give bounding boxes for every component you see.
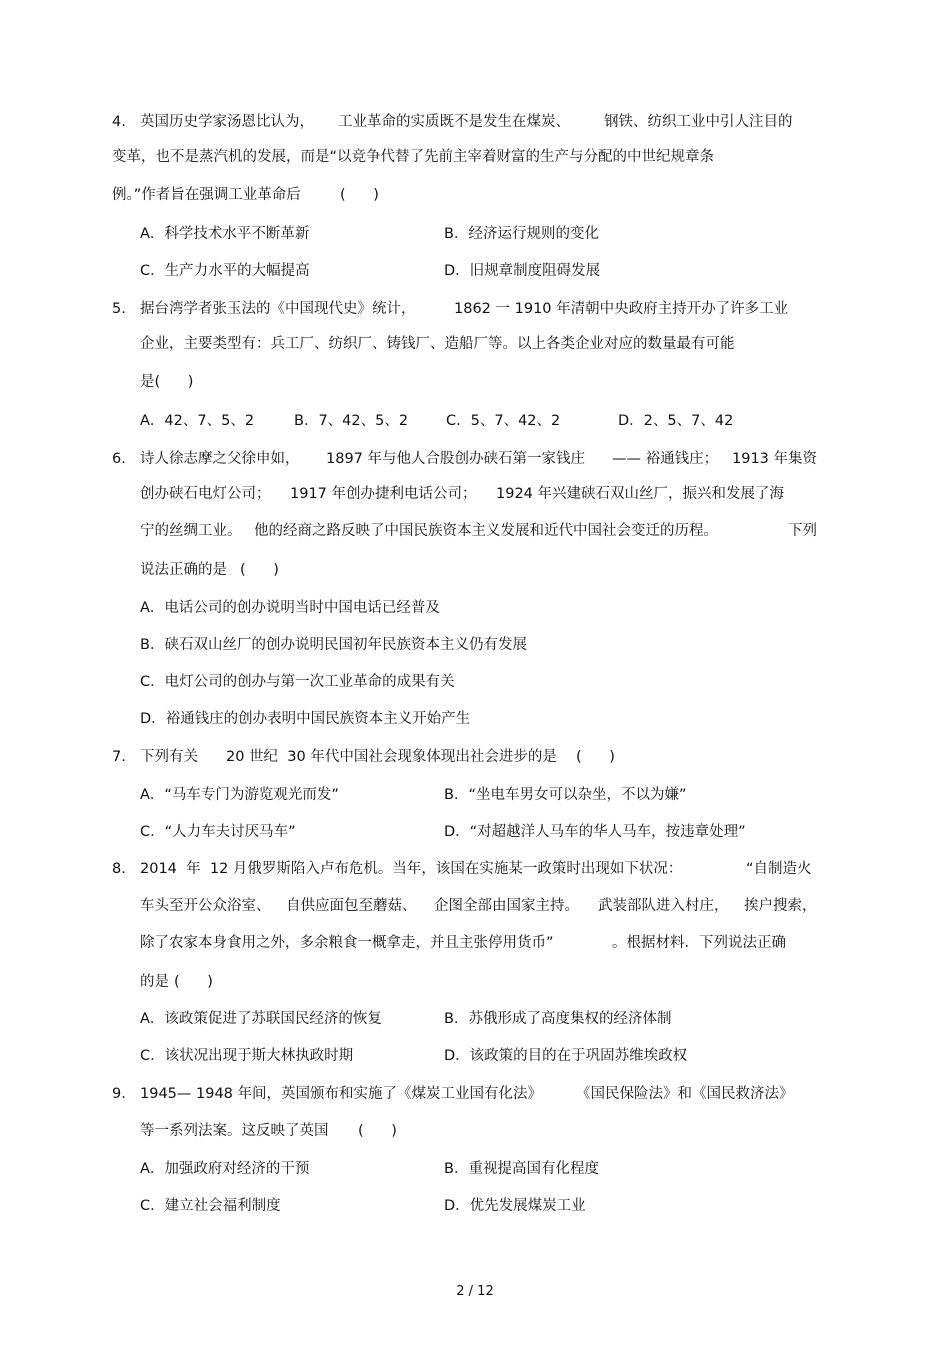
option-d: D．2、5、7、42: [618, 413, 734, 429]
option-b: B．7、42、5、2: [294, 413, 409, 429]
q4-stem-line: [0, 183, 950, 207]
q4-stem-line: [0, 110, 950, 134]
option-d: D．优先发展煤炭工业: [444, 1198, 586, 1214]
option-d: D．裕通钱庄的创办表明中国民族资本主义开始产生: [140, 711, 471, 727]
q5-stem-part: 是( ): [140, 374, 194, 390]
q8-stem-part: 武装部队进入村庄，: [598, 898, 729, 914]
answer-blank: ( ): [174, 974, 213, 990]
option-a: A．电话公司的创办说明当时中国电话已经普及: [140, 600, 440, 616]
q9-stem-line: [0, 1119, 950, 1143]
question-number: 9.: [112, 1086, 126, 1102]
option-a: A．“马车专门为游览观光而发”: [140, 787, 339, 803]
q6-stem-part: 说法正确的是: [140, 562, 227, 578]
option-c: C．5、7、42、2: [446, 413, 561, 429]
q6-stem-part: 下列: [788, 523, 817, 539]
q5-stem-part: 据台湾学者张玉法的《中国现代史》统计，: [140, 301, 416, 317]
q9-stem-part: 1945— 1948 年间，英国颁布和实施了《煤炭工业国有化法》: [140, 1086, 543, 1102]
option-c: C．该状况出现于斯大林执政时期: [140, 1048, 354, 1064]
q9-options-row: [0, 1157, 950, 1181]
q9-stem-part: 《国民保险法》和《国民救济法》: [576, 1086, 794, 1102]
q4-stem-part: 例。”作者旨在强调工业革命后: [112, 187, 301, 203]
option-c: C．电灯公司的创办与第一次工业革命的成果有关: [140, 674, 455, 690]
q8-stem-part: 的是: [140, 974, 169, 990]
q5-stem-part: 1862 一 1910 年清朝中央政府主持开办了许多工业: [454, 301, 789, 317]
q8-stem-part: 除了农家本身食用之外，多余粮食一概拿走，并且主张停用货币”: [140, 935, 554, 951]
q6-stem-part: 1897 年与他人合股创办硖石第一家钱庄: [326, 451, 586, 467]
option-d: D．“对超越洋人马车的华人马车，按违章处理”: [444, 824, 746, 840]
question-number: 7.: [112, 749, 126, 765]
q8-stem-part: 车头至开公众浴室、: [140, 898, 271, 914]
q6-stem-part: 宁的丝绸工业。: [140, 523, 242, 539]
option-c: C．建立社会福利制度: [140, 1198, 281, 1214]
option-b: B．硖石双山丝厂的创办说明民国初年民族资本主义仍有发展: [140, 637, 527, 653]
q8-options-row: [0, 1007, 950, 1031]
option-a: A．科学技术水平不断革新: [140, 226, 310, 242]
q5-stem-line: [0, 297, 950, 321]
option-a: A．加强政府对经济的干预: [140, 1161, 310, 1177]
q6-stem-part: 他的经商之路反映了中国民族资本主义发展和近代中国社会变迁的历程。: [254, 523, 718, 539]
q6-option-row: [0, 670, 950, 694]
option-d: D．旧规章制度阻碍发展: [444, 263, 601, 279]
q8-stem-part: 挨户搜索，: [744, 898, 817, 914]
q6-stem-line: [0, 482, 950, 506]
q4-stem-line: [0, 145, 950, 169]
q6-stem-part: —— 裕通钱庄；: [612, 451, 719, 467]
answer-blank: ( ): [358, 1123, 397, 1139]
page-number: 2 / 12: [456, 1284, 494, 1299]
q7-options-row: [0, 783, 950, 807]
q6-stem-part: 1924 年兴建硖石双山丝厂，振兴和发展了海: [496, 486, 785, 502]
answer-blank: ( ): [340, 187, 379, 203]
question-number: 4.: [112, 114, 126, 130]
q4-stem-part: 钢铁、纺织工业中引人注目的: [604, 114, 793, 130]
q5-stem-line: [0, 370, 950, 394]
option-a: A．该政策促进了苏联国民经济的恢复: [140, 1011, 382, 1027]
q7-stem-part: 下列有关: [140, 749, 198, 765]
q6-stem-part: 创办硖石电灯公司；: [140, 486, 271, 502]
q9-stem-part: 等一系列法案。这反映了英国: [140, 1123, 329, 1139]
q8-stem-line: [0, 894, 950, 918]
q8-stem-part: 企图全部由国家主持。: [434, 898, 579, 914]
q9-options-row: [0, 1194, 950, 1218]
q6-stem-line: [0, 519, 950, 543]
q5-options-row: [0, 409, 950, 433]
option-b: B．苏俄形成了高度集权的经济体制: [444, 1011, 672, 1027]
option-b: B．经济运行规则的变化: [444, 226, 599, 242]
q6-stem-part: 诗人徐志摩之父徐申如，: [140, 451, 300, 467]
q8-options-row: [0, 1044, 950, 1068]
option-c: C．生产力水平的大幅提高: [140, 263, 310, 279]
answer-blank: ( ): [240, 562, 279, 578]
q4-stem-part: 英国历史学家汤恩比认为，: [140, 114, 314, 130]
q4-stem-part: 工业革命的实质既不是发生在煤炭、: [338, 114, 570, 130]
question-number: 8.: [112, 861, 126, 877]
q8-stem-part: 2014 年 12 月俄罗斯陷入卢布危机。当年，该国在实施某一政策时出现如下状况：: [140, 861, 683, 877]
q7-stem-part: 20 世纪 30 年代中国社会现象体现出社会进步的是: [226, 749, 557, 765]
option-c: C．“人力车夫讨厌马车”: [140, 824, 296, 840]
option-b: B．重视提高国有化程度: [444, 1161, 599, 1177]
q8-stem-line: [0, 970, 950, 994]
q6-option-row: [0, 707, 950, 731]
q6-stem-part: 1913 年集资: [732, 451, 818, 467]
option-a: A．42、7、5、2: [140, 413, 255, 429]
q9-stem-line: [0, 1082, 950, 1106]
q6-stem-part: 1917 年创办捷利电话公司；: [290, 486, 477, 502]
q4-options-row: [0, 259, 950, 283]
q4-options-row: [0, 222, 950, 246]
q6-option-row: [0, 633, 950, 657]
q8-stem-part: “自制造火: [746, 861, 812, 877]
question-number: 6.: [112, 451, 126, 467]
question-number: 5.: [112, 301, 126, 317]
q7-stem-line: [0, 745, 950, 769]
q5-stem-part: 企业，主要类型有：兵工厂、纺织厂、铸钱厂、造船厂等。以上各类企业对应的数量最有可能: [140, 336, 735, 352]
q8-stem-line: [0, 857, 950, 881]
q5-stem-line: [0, 332, 950, 356]
option-d: D．该政策的目的在于巩固苏维埃政权: [444, 1048, 688, 1064]
q6-stem-line: [0, 558, 950, 582]
answer-blank: ( ): [576, 749, 615, 765]
option-b: B．“坐电车男女可以杂坐，不以为嫌”: [444, 787, 687, 803]
q8-stem-part: 自供应面包至蘑菇、: [286, 898, 417, 914]
q7-options-row: [0, 820, 950, 844]
q6-stem-line: [0, 447, 950, 471]
q6-option-row: [0, 596, 950, 620]
q4-stem-part: 变革，也不是蒸汽机的发展，而是“以竞争代替了先前主宰着财富的生产与分配的中世纪规章条: [112, 149, 715, 165]
q8-stem-line: [0, 931, 950, 955]
q8-stem-part: 。根据材料．下列说法正确: [612, 935, 786, 951]
